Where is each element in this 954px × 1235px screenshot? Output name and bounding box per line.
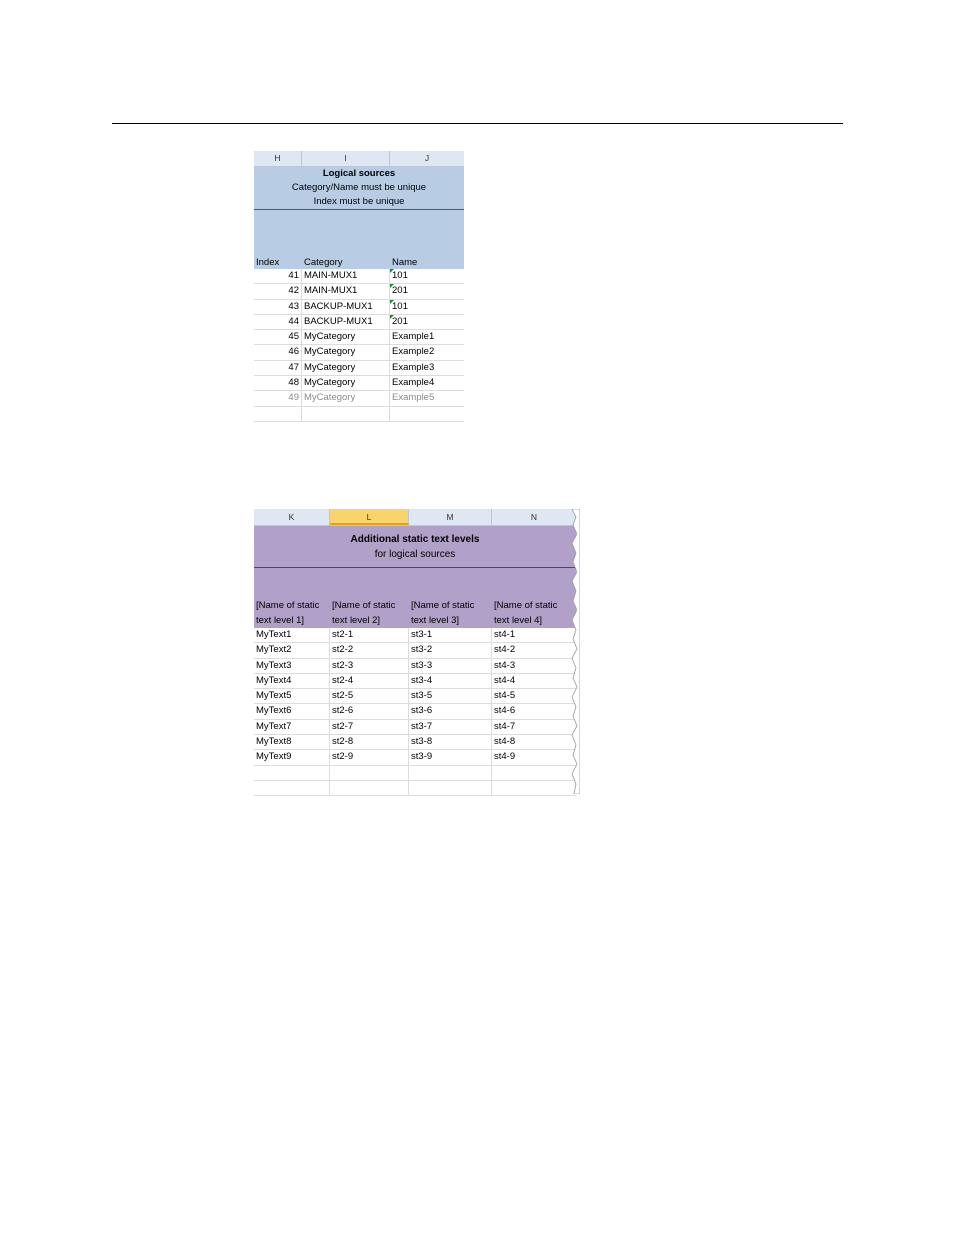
header-line: text level 4] (494, 615, 543, 626)
cell-text: 43 (288, 300, 299, 312)
empty-cell[interactable] (492, 781, 576, 795)
table-row (254, 330, 464, 345)
index-header[interactable]: Index (256, 257, 280, 268)
index-cell[interactable] (254, 284, 302, 298)
category-cell[interactable] (302, 376, 390, 390)
category-header[interactable]: Category (304, 257, 343, 268)
logical-sources-rows (254, 269, 464, 422)
name-cell[interactable] (390, 391, 464, 405)
page-header-rule (112, 123, 843, 124)
header-band (254, 568, 576, 628)
cell-text: MyCategory (304, 377, 356, 389)
level-cell[interactable]: MyText1 (254, 628, 330, 642)
level-cell[interactable]: st2-4 (330, 674, 409, 688)
level-cell[interactable]: st3-4 (409, 674, 492, 688)
column-header-n[interactable]: N (530, 512, 538, 522)
level-4-header[interactable] (492, 598, 576, 628)
table-row (254, 643, 576, 658)
category-cell[interactable] (302, 361, 390, 375)
uniqueness-note[interactable]: Category/Name must be unique (291, 182, 427, 193)
cell-text: MyCategory (304, 392, 356, 404)
torn-edge-decoration (570, 509, 580, 794)
level-cell[interactable]: st3-1 (409, 628, 492, 642)
level-cell[interactable]: st2-3 (330, 659, 409, 673)
table-row (254, 376, 464, 391)
level-cell[interactable]: MyText3 (254, 659, 330, 673)
empty-cell[interactable] (492, 766, 576, 780)
empty-cell[interactable] (254, 781, 330, 795)
level-cell[interactable]: st4-9 (494, 751, 516, 763)
cell-text: 42 (288, 285, 299, 297)
level-cell[interactable]: st3-3 (409, 659, 492, 673)
table-row (254, 284, 464, 299)
index-cell[interactable] (254, 330, 302, 344)
header-line: text level 3] (411, 615, 460, 626)
level-cell[interactable]: st4-2 (494, 644, 516, 656)
level-cell[interactable]: MyText8 (254, 735, 330, 749)
table-row (254, 628, 576, 643)
empty-cell[interactable] (390, 407, 464, 421)
cell-text: 48 (288, 377, 299, 389)
name-cell[interactable] (390, 315, 464, 329)
level-cell[interactable]: MyText2 (254, 643, 330, 657)
index-cell[interactable] (254, 345, 302, 359)
cell-text: Example2 (392, 346, 435, 358)
name-cell[interactable] (390, 300, 464, 314)
level-cell[interactable]: st2-9 (330, 750, 409, 764)
level-cell[interactable]: st4-8 (494, 736, 516, 748)
static-text-levels-sheet (254, 509, 576, 796)
cell-text: 201 (392, 315, 408, 327)
error-indicator-icon (390, 269, 394, 273)
table-row (254, 750, 576, 765)
cell-text: 45 (288, 331, 299, 343)
level-cell[interactable]: st4-1 (494, 629, 516, 640)
index-cell[interactable] (254, 361, 302, 375)
cell-text: 46 (288, 346, 299, 358)
level-cell[interactable]: MyText9 (254, 750, 330, 764)
index-cell[interactable] (254, 391, 302, 405)
cell-text: 49 (288, 392, 299, 404)
level-cell[interactable]: st3-2 (409, 643, 492, 657)
cell-text: BACKUP-MUX1 (304, 300, 373, 312)
column-header-m[interactable]: M (409, 509, 492, 525)
column-header-h[interactable]: H (254, 151, 302, 166)
name-cell[interactable] (390, 284, 464, 298)
empty-cell[interactable] (409, 781, 492, 795)
level-cell[interactable]: st2-1 (330, 628, 409, 642)
title-band (254, 526, 576, 568)
cell-text: Example3 (392, 361, 435, 373)
name-cell[interactable] (390, 345, 464, 359)
level-3-header[interactable] (409, 598, 492, 628)
header-band (254, 210, 464, 269)
index-cell[interactable] (254, 300, 302, 314)
cell-text: Example5 (392, 392, 435, 404)
level-cell[interactable]: st4-3 (494, 659, 516, 671)
index-cell[interactable] (254, 315, 302, 329)
column-header-i[interactable]: I (302, 151, 390, 166)
cell-text: 101 (392, 270, 408, 281)
level-2-header[interactable] (330, 598, 409, 628)
level-cell[interactable]: st3-9 (409, 750, 492, 764)
level-cell[interactable]: MyText7 (254, 720, 330, 734)
level-cell[interactable]: st4-4 (494, 674, 516, 686)
level-cell[interactable]: st3-8 (409, 735, 492, 749)
table-row (254, 735, 576, 750)
column-header-k[interactable]: K (254, 509, 330, 525)
column-header-bar (254, 509, 576, 526)
level-cell[interactable]: MyText4 (254, 674, 330, 688)
table-row (254, 300, 464, 315)
category-cell[interactable] (302, 300, 390, 314)
level-cell[interactable]: st3-6 (409, 704, 492, 718)
name-cell[interactable] (390, 361, 464, 375)
header-line: [Name of static (332, 600, 396, 611)
name-cell[interactable] (390, 269, 464, 283)
level-cell[interactable]: st2-8 (330, 735, 409, 749)
cell-text: 47 (288, 361, 299, 373)
category-cell[interactable] (302, 330, 390, 344)
header-line: text level 1] (256, 615, 305, 626)
table-row (254, 720, 576, 735)
empty-cell[interactable] (330, 781, 409, 795)
cell-text: 201 (392, 285, 408, 297)
name-header[interactable]: Name (392, 257, 418, 268)
cell-text: 41 (288, 270, 299, 281)
sheet-title[interactable]: Logical sources (322, 168, 396, 179)
level-cell[interactable]: st4-6 (494, 705, 516, 717)
column-header-bar (254, 151, 464, 167)
level-cell[interactable]: st2-2 (330, 643, 409, 657)
level-cell[interactable]: st2-7 (330, 720, 409, 734)
empty-cell[interactable] (254, 407, 302, 421)
category-cell[interactable] (302, 315, 390, 329)
index-cell[interactable] (254, 376, 302, 390)
table-row (254, 315, 464, 330)
cell-text: MAIN-MUX1 (304, 270, 358, 281)
header-line: [Name of static (256, 600, 320, 611)
header-line: [Name of static (411, 600, 475, 611)
table-row (254, 704, 576, 719)
level-cell[interactable]: st4-5 (494, 690, 516, 702)
error-indicator-icon (390, 284, 394, 288)
cell-text: MyCategory (304, 331, 356, 343)
empty-cell[interactable] (302, 407, 390, 421)
cell-text: MyCategory (304, 361, 356, 373)
title-band (254, 167, 464, 210)
category-cell[interactable] (302, 345, 390, 359)
header-line: text level 2] (332, 615, 381, 626)
level-cell[interactable]: MyText6 (254, 704, 330, 718)
empty-cell[interactable] (409, 766, 492, 780)
level-cell[interactable]: st4-7 (494, 720, 516, 732)
empty-row (254, 407, 464, 422)
category-cell[interactable] (302, 391, 390, 405)
sheet-title[interactable]: Additional static text levels (350, 534, 480, 545)
name-cell[interactable] (390, 376, 464, 390)
empty-cell[interactable] (330, 766, 409, 780)
error-indicator-icon (390, 300, 394, 304)
column-header-j[interactable]: J (424, 153, 430, 163)
table-row (254, 391, 464, 406)
empty-cell[interactable] (254, 766, 330, 780)
error-indicator-icon (390, 315, 394, 319)
cell-text: Example1 (392, 331, 435, 343)
level-1-header[interactable] (254, 598, 330, 628)
header-line: [Name of static (494, 600, 558, 611)
level-cell[interactable]: st3-5 (409, 689, 492, 703)
category-cell[interactable] (302, 269, 390, 283)
cell-text: Example4 (392, 377, 435, 389)
cell-text: 101 (392, 300, 408, 312)
category-cell[interactable] (302, 284, 390, 298)
cell-text: 44 (288, 315, 299, 327)
index-cell[interactable] (254, 269, 302, 283)
name-cell[interactable] (390, 330, 464, 344)
level-cell[interactable]: st2-5 (330, 689, 409, 703)
level-cell[interactable]: st3-7 (409, 720, 492, 734)
table-row (254, 689, 576, 704)
table-row (254, 659, 576, 674)
column-header-l[interactable]: L (330, 509, 409, 525)
table-row (254, 345, 464, 360)
level-cell[interactable]: MyText5 (254, 689, 330, 703)
cell-text: BACKUP-MUX1 (304, 315, 373, 327)
cell-text: MyCategory (304, 346, 356, 358)
logical-sources-sheet (254, 151, 464, 422)
index-note[interactable]: Index must be unique (313, 196, 405, 207)
table-row (254, 361, 464, 376)
static-text-rows (254, 628, 576, 796)
empty-row (254, 766, 576, 781)
level-cell[interactable]: st2-6 (330, 704, 409, 718)
cell-text: MAIN-MUX1 (304, 285, 358, 297)
empty-row (254, 781, 576, 796)
table-row (254, 269, 464, 284)
sheet-subtitle[interactable]: for logical sources (374, 549, 456, 560)
table-row (254, 674, 576, 689)
